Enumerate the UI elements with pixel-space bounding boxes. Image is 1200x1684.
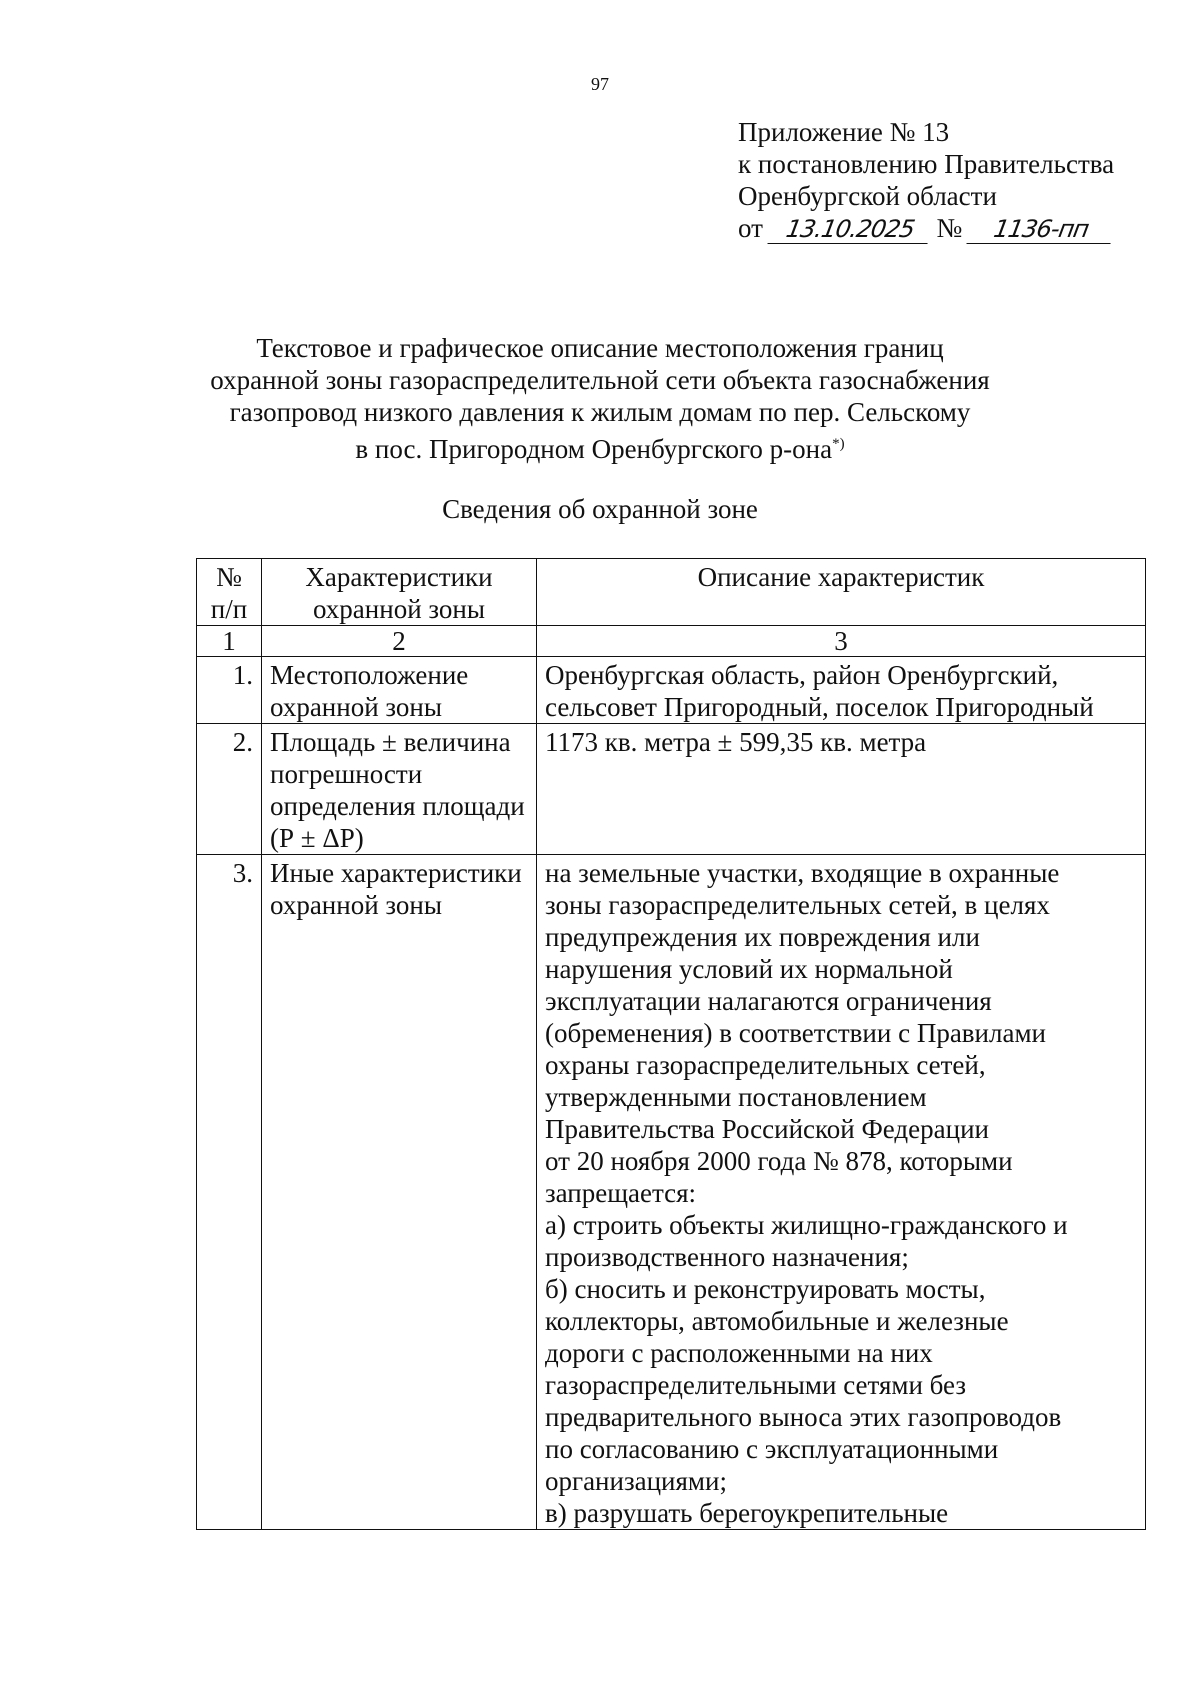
description-line: предупреждения их повреждения или — [545, 922, 980, 952]
row-number: 3. — [197, 855, 262, 1530]
description-line: зоны газораспределительных сетей, в целях — [545, 890, 1050, 920]
title-line-4-text: в пос. Пригородном Оренбургского р-она — [355, 434, 833, 464]
description-line: организациями; — [545, 1466, 727, 1496]
row-characteristic: Местоположение охранной зоны — [262, 657, 537, 724]
header-characteristics: Характеристики охранной зоны — [262, 559, 537, 626]
description-line: а) строить объекты жилищно-гражданского и — [545, 1210, 1068, 1240]
row-number: 2. — [197, 724, 262, 855]
description-line: в) разрушать берегоукрепительные — [545, 1498, 949, 1528]
description-line: (обременения) в соответствии с Правилами — [545, 1018, 1046, 1048]
table-row — [197, 855, 1146, 1530]
description-line: коллекторы, автомобильные и железные — [545, 1306, 1009, 1336]
description-line: предварительного выноса этих газопроводов — [545, 1402, 1062, 1432]
title-line-2: охранной зоны газораспределительной сети объекта газоснабжения — [210, 365, 990, 395]
description-line: на земельные участки, входящие в охранные — [545, 858, 1060, 888]
description-line: по согласованию с эксплуатационными — [545, 1434, 999, 1464]
description-line: производственного назначения; — [545, 1242, 909, 1272]
row-characteristic: Площадь ± величина погрешности определения площади (Р ± ΔР) — [262, 724, 537, 855]
document-title — [0, 332, 1200, 465]
section-subtitle: Сведения об охранной зоне — [442, 494, 758, 524]
index-cell-1: 1 — [197, 626, 262, 657]
description-line: эксплуатации налагаются ограничения — [545, 986, 992, 1016]
row-number: 1. — [197, 657, 262, 724]
appendix-region: Оренбургской области — [738, 181, 997, 211]
table-row — [197, 724, 1146, 855]
row-characteristic: Иные характеристики охранной зоны — [262, 855, 537, 1530]
header-num: № п/п — [197, 559, 262, 626]
appendix-header — [738, 116, 1114, 244]
title-line-3: газопровод низкого давления к жилым домам по пер. Сельскому — [229, 397, 971, 427]
title-line-1: Текстовое и графическое описание местоположения границ — [256, 333, 944, 363]
appendix-title: Приложение № 13 — [738, 117, 950, 147]
handwritten-date: 13.10.2025 — [767, 215, 932, 244]
table-row — [197, 657, 1146, 724]
number-prefix: № — [936, 213, 963, 243]
description-line: запрещается: — [545, 1178, 697, 1208]
description-line: Правительства Российской Федерации — [545, 1114, 989, 1144]
row-description: 1173 кв. метра ± 599,35 кв. метра — [537, 724, 1146, 855]
header-description: Описание характеристик — [537, 559, 1146, 626]
table-index-row — [197, 626, 1146, 657]
title-line-4 — [0, 428, 1200, 465]
index-cell-2: 2 — [262, 626, 537, 657]
protection-zone-table — [196, 558, 1146, 1530]
page-number: 97 — [591, 74, 609, 94]
row-description: Оренбургская область, район Оренбургский, сельсовет Пригородный, поселок Пригородный — [537, 657, 1146, 724]
description-line: газораспределительными сетями без — [545, 1370, 967, 1400]
handwritten-number: 1136-пп — [966, 215, 1115, 244]
appendix-to-resolution: к постановлению Правительства — [738, 149, 1115, 179]
description-line: дороги с расположенными на них — [545, 1338, 933, 1368]
description-line: от 20 ноября 2000 года № 878, которыми — [545, 1146, 1013, 1176]
table-header-row — [197, 559, 1146, 626]
description-line: охраны газораспределительных сетей, — [545, 1050, 986, 1080]
description-line: б) сносить и реконструировать мосты, — [545, 1274, 986, 1304]
description-line: утвержденными постановлением — [545, 1082, 927, 1112]
row-description — [537, 855, 1146, 1530]
date-prefix: от — [738, 213, 763, 243]
appendix-date-number — [738, 212, 1114, 244]
footnote-mark: *) — [832, 436, 845, 452]
description-line: нарушения условий их нормальной — [545, 954, 953, 984]
index-cell-3: 3 — [537, 626, 1146, 657]
